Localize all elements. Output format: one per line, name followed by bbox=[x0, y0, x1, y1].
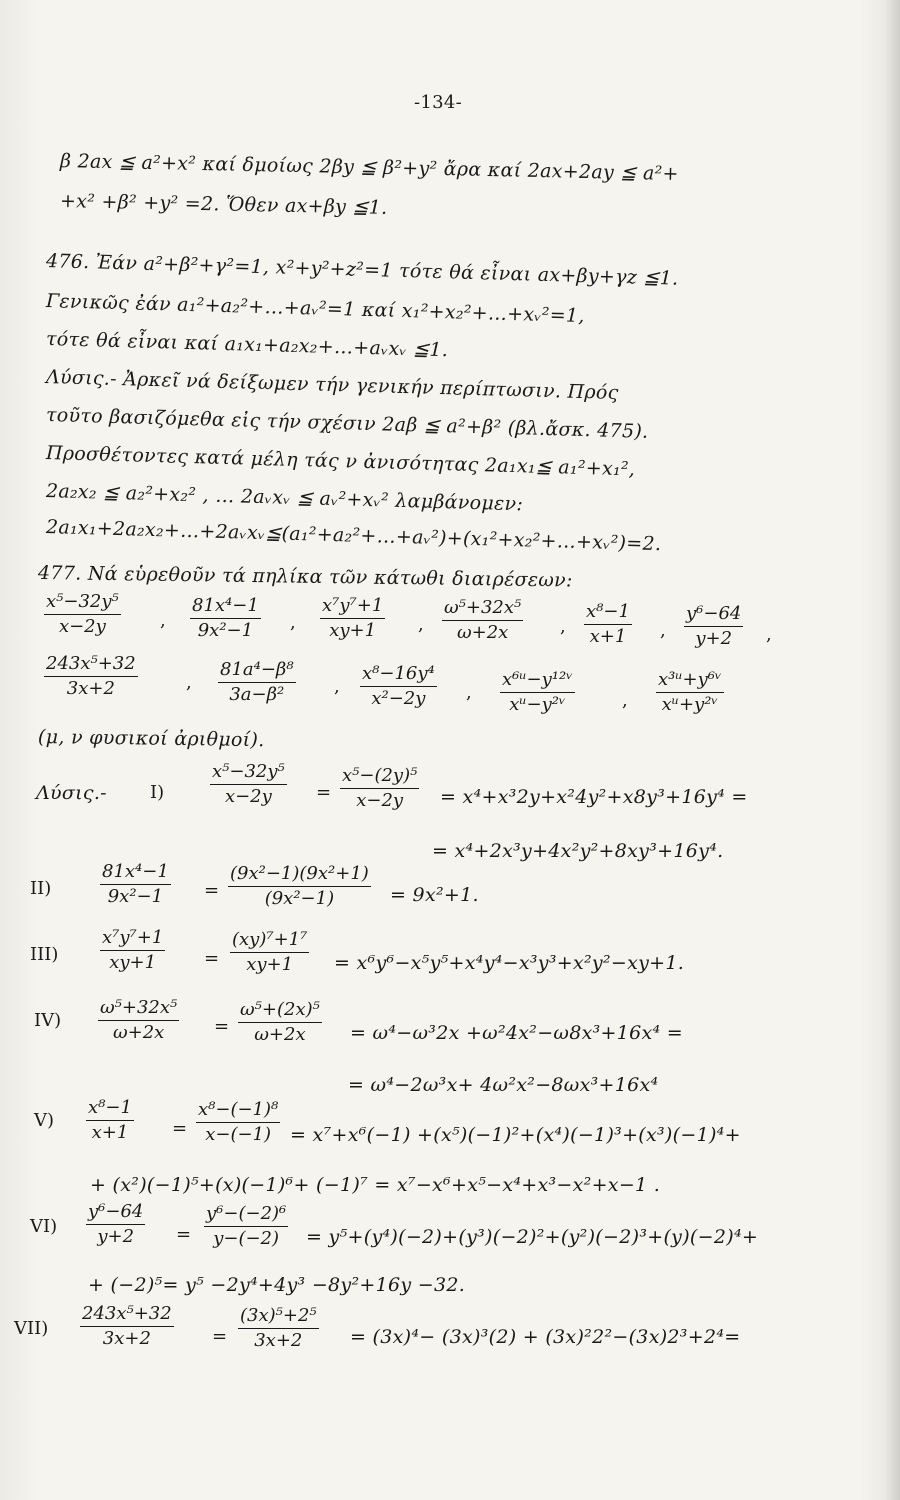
comma: , bbox=[466, 682, 472, 703]
part-II-label: II) bbox=[30, 878, 52, 899]
solution-VI-fraction-a: $\frac{\text{y⁶−64}}{y+2}$ bbox=[88, 1201, 144, 1247]
comma: , bbox=[660, 620, 666, 641]
problem-476-statement: 476. Ἐάν a²+β²+γ²=1, x²+y²+z²=1 τότε θά εἶναι ax+βy+γz ≦1. bbox=[45, 250, 679, 290]
solution-VI-expansion: = y⁵+(y⁴)(−2)+(y³)(−2)²+(y²)(−2)³+(y)(−2)⁴+ bbox=[306, 1226, 759, 1248]
comma: , bbox=[622, 690, 628, 711]
problem-476-conclusion: τότε θά εἶναι καί a₁x₁+a₂x₂+…+aᵥxᵥ ≦1. bbox=[45, 328, 449, 362]
part-I-label: I) bbox=[150, 782, 165, 803]
problem-476-result: 2a₁x₁+2a₂x₂+…+2aᵥxᵥ≦(a₁²+a₂²+…+aᵥ²)+(x₁²+x₂²+…+xᵥ²)=2. bbox=[45, 516, 662, 556]
solution-I-expansion: = x⁴+x³2y+x²4y²+x8y³+16y⁴ = bbox=[440, 786, 748, 808]
fraction-8: $\frac{\text{81a⁴−β⁸}}{\text{3a−β²}}$ bbox=[220, 659, 294, 705]
part-VII-label: VII) bbox=[14, 1318, 49, 1339]
part-III-label: III) bbox=[30, 944, 59, 965]
fraction-11: $\frac{\text{x³ᵘ+y⁶ᵛ}}{\text{xᵘ+y²ᵛ}}$ bbox=[658, 669, 722, 715]
solution-V-result: + (x²)(−1)⁵+(x)(−1)⁶+ (−1)⁷ = x⁷−x⁶+x⁵−x⁴+x³−x²+x−1 . bbox=[90, 1174, 661, 1196]
fraction-10: $\frac{\text{x⁶ᵘ−y¹²ᵛ}}{\text{xᵘ−y²ᵛ}}$ bbox=[502, 669, 573, 715]
equals-sign: = bbox=[176, 1224, 192, 1245]
problem-476-adding: Προσθέτοντες κατά μέλη τάς ν ἀνισότητας 2a₁x₁≦ a₁²+x₁², bbox=[45, 442, 636, 481]
comma: , bbox=[160, 610, 166, 631]
part-V-label: V) bbox=[34, 1110, 55, 1131]
fraction-7: $\frac{\text{243x⁵+32}}{3x+2}$ bbox=[46, 653, 136, 699]
equals-sign: = bbox=[214, 1016, 230, 1037]
solution-IV-result: = ω⁴−2ω³x+ 4ω²x²−8ωx³+16x⁴ bbox=[348, 1074, 659, 1096]
comma: , bbox=[290, 612, 296, 633]
solution-VII-fraction-b: $\frac{\text{(3x)⁵+2⁵}}{3x+2}$ bbox=[240, 1305, 317, 1351]
problem-476-relation: τοῦτο βασιζόμεθα εἰς τήν σχέσιν 2aβ ≦ a²+β² (βλ.ἄσκ. 475). bbox=[45, 404, 649, 443]
comma: , bbox=[560, 616, 566, 637]
fraction-5: $\frac{\text{x⁸−1}}{x+1}$ bbox=[586, 601, 630, 647]
solution-IV-fraction-a: $\frac{\text{ω⁵+32x⁵}}{\omega+2x}$ bbox=[100, 997, 178, 1043]
problem-477-statement: 477. Νά εὑρεθοῦν τά πηλίκα τῶν κάτωθι διαιρέσεων: bbox=[37, 562, 573, 592]
part-IV-label: IV) bbox=[34, 1010, 62, 1031]
problem-476-general: Γενικῶς ἐάν a₁²+a₂²+…+aᵥ²=1 καί x₁²+x₂²+…+xᵥ²=1, bbox=[45, 290, 585, 328]
fraction-4: $\frac{\text{ω⁵+32x⁵}}{\omega+2x}$ bbox=[444, 597, 522, 643]
solution-V-expansion: = x⁷+x⁶(−1) +(x⁵)(−1)²+(x⁴)(−1)³+(x³)(−1)⁴+ bbox=[290, 1124, 741, 1146]
equals-sign: = bbox=[204, 880, 220, 901]
solution-II-fraction-a: $\frac{\text{81x⁴−1}}{\text{9x²−1}}$ bbox=[102, 861, 169, 907]
solution-V-fraction-b: $\frac{\text{x⁸−(−1)⁸}}{x-(-1)}$ bbox=[198, 1099, 279, 1145]
fraction-9: $\frac{\text{x⁸−16y⁴}}{\text{x²−2y}}$ bbox=[362, 663, 435, 709]
page-number: -134- bbox=[414, 92, 463, 113]
fraction-2: $\frac{\text{81x⁴−1}}{\text{9x²−1}}$ bbox=[192, 595, 259, 641]
comma: , bbox=[334, 676, 340, 697]
comma: , bbox=[186, 672, 192, 693]
solution-II-result: = 9x²+1. bbox=[390, 884, 479, 906]
solution-I-fraction-b: $\frac{\text{x⁵−(2y)⁵}}{x-2y}$ bbox=[342, 765, 418, 811]
comma: , bbox=[418, 614, 424, 635]
solution-V-fraction-a: $\frac{\text{x⁸−1}}{x+1}$ bbox=[88, 1097, 132, 1143]
solution-I-result: = x⁴+2x³y+4x²y²+8xy³+16y⁴. bbox=[432, 840, 724, 862]
solution-III-fraction-a: $\frac{\text{x⁷y⁷+1}}{xy+1}$ bbox=[102, 927, 164, 973]
equals-sign: = bbox=[316, 782, 332, 803]
equals-sign: = bbox=[172, 1118, 188, 1139]
solution-IV-fraction-b: $\frac{\text{ω⁵+(2x)⁵}}{\omega+2x}$ bbox=[240, 999, 320, 1045]
equals-sign: = bbox=[212, 1326, 228, 1347]
text-line-2: +x² +β² +y² =2. Ὅθεν ax+βy ≦1. bbox=[59, 190, 388, 219]
equals-sign: = bbox=[204, 948, 220, 969]
solution-I-fraction-a: $\frac{\text{x⁵−32y⁵}}{x-2y}$ bbox=[212, 761, 285, 807]
text-line-1: β 2ax ≦ a²+x² καί δμοίως 2βy ≦ β²+y² ἄρα καί 2ax+2ay ≦ a²+ bbox=[59, 150, 679, 185]
solution-VII-fraction-a: $\frac{\text{243x⁵+32}}{3x+2}$ bbox=[82, 1303, 172, 1349]
solution-heading: Λύσις.- bbox=[36, 782, 107, 804]
solution-III-fraction-b: $\frac{\text{(xy)⁷+1⁷}}{xy+1}$ bbox=[232, 929, 308, 975]
solution-VI-fraction-b: $\frac{\text{y⁶−(−2)⁶}}{y-(-2)}$ bbox=[206, 1203, 287, 1249]
problem-476-solution-intro: Λύσις.- Ἀρκεῖ νά δείξωμεν τήν γενικήν περίπτωσιν. Πρός bbox=[45, 366, 619, 404]
fraction-3: $\frac{\text{x⁷y⁷+1}}{xy+1}$ bbox=[322, 595, 384, 641]
page-edge-shadow bbox=[886, 0, 900, 1500]
natural-numbers-note: (μ, ν φυσικοί ἀριθμοί). bbox=[37, 726, 265, 752]
solution-III-result: = x⁶y⁶−x⁵y⁵+x⁴y⁴−x³y³+x²y²−xy+1. bbox=[334, 952, 685, 974]
fraction-6: $\frac{\text{y⁶−64}}{y+2}$ bbox=[686, 603, 742, 649]
problem-476-inequalities: 2a₂x₂ ≦ a₂²+x₂² , … 2aᵥxᵥ ≦ aᵥ²+xᵥ² λαμβάνομεν: bbox=[45, 480, 524, 516]
solution-II-fraction-b: $\frac{\text{(9x²−1)(9x²+1)}}{\text{(9x²−1)}}$ bbox=[230, 863, 369, 909]
solution-IV-expansion: = ω⁴−ω³2x +ω²4x²−ω8x³+16x⁴ = bbox=[350, 1022, 684, 1044]
solution-VI-result: + (−2)⁵= y⁵ −2y⁴+4y³ −8y²+16y −32. bbox=[88, 1274, 466, 1296]
comma: , bbox=[766, 624, 772, 645]
fraction-1: $\frac{\text{x⁵−32y⁵}}{x-2y}$ bbox=[46, 591, 119, 637]
part-VI-label: VI) bbox=[30, 1216, 58, 1237]
solution-VII-expansion: = (3x)⁴− (3x)³(2) + (3x)²2²−(3x)2³+2⁴= bbox=[350, 1326, 741, 1348]
